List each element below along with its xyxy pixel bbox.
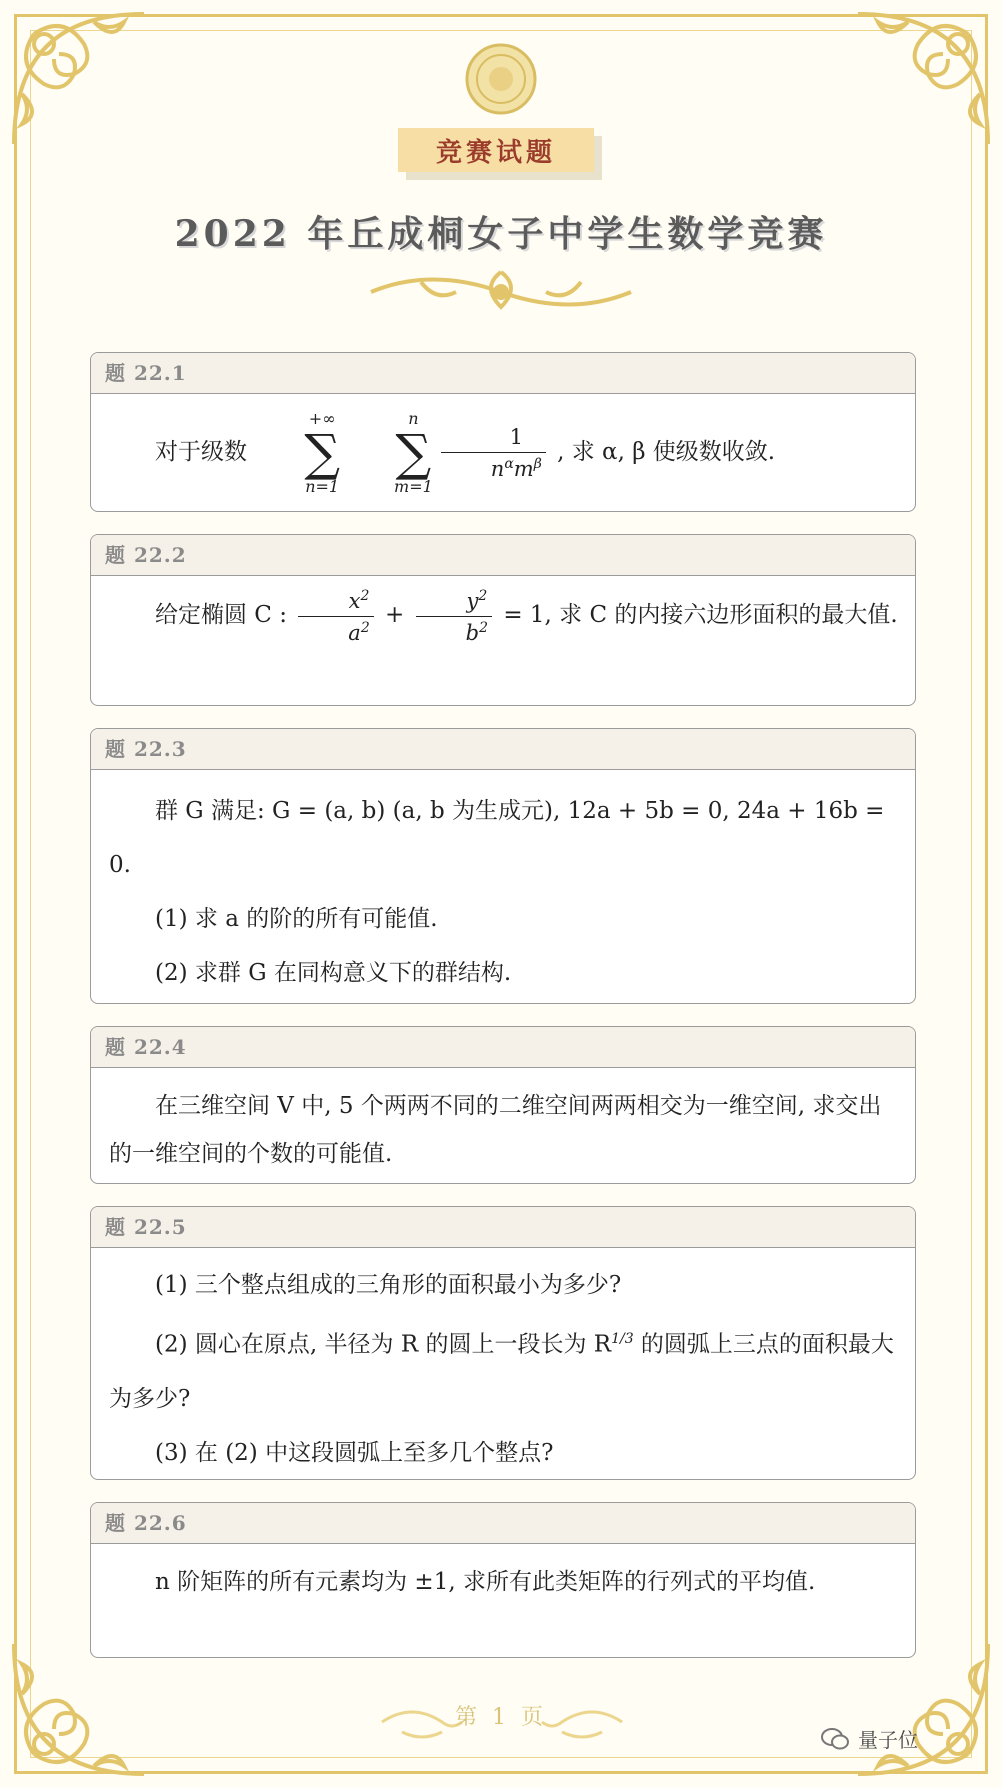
category-tag-label: 竞赛试题 [398,128,594,172]
problem-text: 对于级数 [155,439,247,465]
problem-subquestion [109,1312,899,1426]
chat-bubble-icon [820,1726,850,1752]
problem-subquestion: (2) 求群 G 在同构意义下的群结构. [155,960,512,986]
problem-text: 在三维空间 V 中, 5 个两两不同的二维空间两两相交为一维空间, 求交出的一维空间的个数的可能值. [109,1093,882,1167]
problem-card [90,728,916,1004]
corner-ornament-icon [4,4,154,154]
problem-card [90,1026,916,1184]
sum-upper-limit: +∞ [308,409,336,428]
title-ornament-icon [361,262,641,322]
problem-text: 给定椭圆 C : [155,602,287,628]
fraction-numerator: 1 [509,424,523,449]
sum-n: +∞ ∑ n=1 [258,410,340,496]
page-title: 2022 年丘成桐女子中学生数学竞赛 [174,213,828,255]
problem-label: 题 22.1 [91,353,915,394]
double-sum [254,410,549,496]
watermark [820,1724,918,1753]
problem-text: (2) 圆心在原点, 半径为 R 的圆上一段长为 R [155,1331,612,1358]
problem-card [90,352,916,512]
watermark-label: 量子位 [858,1728,918,1752]
problem-body [91,1068,915,1184]
seal-emblem-icon [464,42,538,116]
fraction-y: $\frac{y^2}{b^2}$ [416,589,492,644]
problem-body [91,1248,915,1480]
problem-text: = 1, 求 C 的内接六边形面积的最大值. [503,602,898,628]
problem-label: 题 22.5 [91,1207,915,1248]
problem-label: 题 22.4 [91,1027,915,1068]
problem-text: , 求 α, β 使级数收敛. [557,439,776,465]
problem-card [90,534,916,706]
sum-upper-limit: n [408,409,419,428]
sum-lower-limit: n=1 [305,477,340,496]
problem-text: 的圆弧上三点的面积最大为多少? [109,1331,894,1412]
problem-subquestion: (3) 在 (2) 中这段圆弧上至多几个整点? [155,1439,554,1466]
sum-m: n ∑ m=1 [348,410,433,496]
fraction [441,424,546,481]
page-number: 第 1 页 [455,1705,547,1730]
problem-label: 题 22.2 [91,535,915,576]
problem-body [91,770,915,1004]
problem-text: n 阶矩阵的所有元素均为 ±1, 求所有此类矩阵的行列式的平均值. [155,1569,816,1595]
problem-text: 群 G 满足: G = (a, b) (a, b 为生成元), 12a + 5b = 0, 24a + 16b = 0. [109,798,885,878]
fraction-x: $\frac{x^2}{a^2}$ [298,589,373,644]
problem-body: 给定椭圆 C : $\frac{x^2}{a^2}$ + $\frac{y^2}{b^2}$ = 1, 求 C 的内接六边形面积的最大值. [155,587,898,645]
fraction-denominator: $n^\alpha m^\beta$ [441,452,546,480]
problem-label: 题 22.6 [91,1503,915,1544]
exponent-one-third: 1/3 [611,1331,634,1347]
category-tag [398,128,604,182]
corner-ornament-icon [848,4,998,154]
problem-subquestion: (1) 三个整点组成的三角形的面积最小为多少? [155,1272,622,1298]
problem-card [90,1502,916,1658]
problem-card [90,1206,916,1480]
problem-subquestion: (1) 求 a 的阶的所有可能值. [155,906,438,932]
problem-body [91,1544,915,1616]
sum-lower-limit: m=1 [394,477,433,496]
problem-body [91,394,915,508]
problem-label: 题 22.3 [91,729,915,770]
